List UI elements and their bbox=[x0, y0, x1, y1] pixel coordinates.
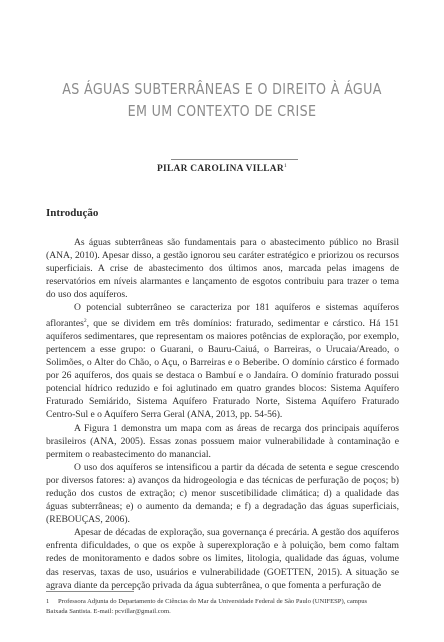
paragraph-2-text-a: O potencial subterrâneo se caracteriza por 181 aquíferos e sistemas aquíferos aflorantes bbox=[46, 302, 399, 329]
paragraph-2 bbox=[46, 301, 399, 421]
paragraph-1: As águas subterrâneas são fundamentais para o abastecimento público no Brasil (ANA, 2010). Apesar disso, a gestão ignorou seu caráter estratégico e priorizou os recursos superficiais. A crise de abastecimento dos últimos anos, marcada pelas imagens de reservatórios em níveis alarmantes e lançamento de esgotos contribuiu para trazer o tema do uso dos aquíferos. bbox=[46, 237, 399, 301]
footnote bbox=[46, 597, 402, 618]
author-name: PILAR CAROLINA VILLAR bbox=[156, 164, 284, 175]
paragraph-2-text-b: , que se dividem em três domínios: fraturado, sedimentar e cárstico. Há 151 aquíferos sedimentares, que representam os maiores potências de exploração, por exemplo, pertencem a esse grupo: o Guarani, o Bauru-Caiuá, o Barreiras, o Urucaia/Areado, o Solimões, o Alter do Chão, o Açu, o Barreiras e o Beberibe. O domínio cárstico é formado por 26 aquíferos, dos quais se destaca o Bambuí e o Jandaíra. O domínio fraturado possui potencial hídrico reduzido e foi aglutinado em quatro grandes blocos: Sistema Aquífero Fraturado Semiárido, Sistema Aquífero Fraturado Norte, Sistema Aquífero Fraturado Centro-Sul e o Aquífero Serra Geral (ANA, 2013, pp. 54-56). bbox=[46, 317, 399, 421]
author-footnote-mark: 1 bbox=[283, 163, 288, 169]
paragraph-3: A Figura 1 demonstra um mapa com as áreas de recarga dos principais aquíferos brasileiros (ANA, 2005). Essas zonas possuem maior vulnerabilidade à contaminação e permitem o reabastecimento do manancial. bbox=[46, 422, 399, 460]
title-line-1: AS ÁGUAS SUBTERRÂNEAS E O DIREITO À ÁGUA bbox=[62, 80, 382, 98]
footnote-line-1 bbox=[46, 597, 402, 607]
paragraph-5: Apesar de décadas de exploração, sua governança é precária. A gestão dos aquíferos enfrenta dificuldades, o que os expõe à superexploração e à poluição, bem como faltam redes de monitoramento e dados sobre os limites, litologia, qualidade das águas, volume das reservas, taxas de uso, usuários e vulnerabilidade (GOETTEN, 2015). A situação se agrava diante da percepção privada da água subterrânea, o que fomenta a perfuração de bbox=[46, 527, 399, 591]
footnote-mark-2: 2 bbox=[83, 317, 87, 324]
footnote-number: 1 bbox=[46, 598, 50, 605]
paragraph-4: O uso dos aquíferos se intensificou a partir da década de setenta e segue crescendo por diversos fatores: a) avanços da hidrogeologia e das técnicas de perfuração de poços; b) redução dos custos de extração; c) menor suscetibilidade climática; d) a qualidade das águas subterrâneas; e) o aumento da demanda; e f) a degradação das águas superficiais, (REBOUÇAS, 2006). bbox=[46, 461, 399, 526]
footnote-text-2: Baixada Santista. E-mail: pcvillar@gmail.com. bbox=[46, 608, 171, 616]
footnote-text-1: Professora Adjunta do Departamento de Ciências do Mar da Universidade Federal de São Paulo (UNIFESP), campus bbox=[58, 598, 368, 605]
title-line-2: EM UM CONTEXTO DE CRISE bbox=[127, 102, 317, 120]
body-text bbox=[46, 236, 399, 592]
article-title bbox=[40, 78, 404, 122]
footnote-line-2 bbox=[46, 607, 402, 617]
footnote-divider bbox=[46, 591, 134, 592]
section-heading: Introdução bbox=[46, 207, 99, 219]
author-divider bbox=[171, 159, 298, 160]
author-line bbox=[0, 163, 444, 174]
